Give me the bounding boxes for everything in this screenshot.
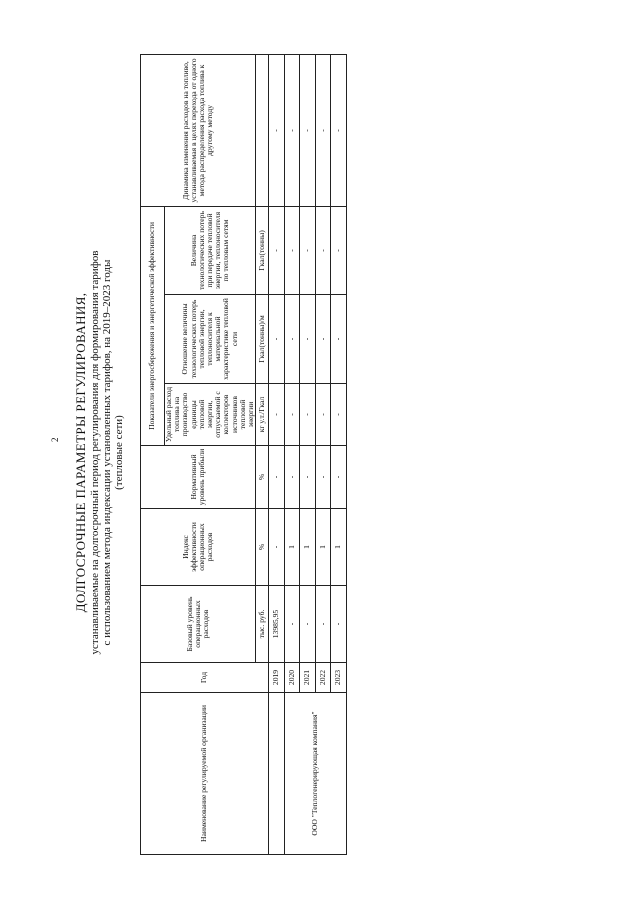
cell-loss-ratio: - (331, 295, 347, 384)
table-row (269, 54, 285, 854)
org-cell-empty (269, 693, 285, 855)
table-row (284, 54, 300, 854)
cell-fuel-dynamics: - (269, 54, 285, 206)
cell-profit-level: - (284, 446, 300, 509)
cell-loss-ratio: - (315, 295, 331, 384)
organization-name: ООО "Теплогенерирующая компания" (284, 693, 346, 855)
cell-year: 2019 (269, 663, 285, 693)
cell-profit-level: - (269, 446, 285, 509)
cell-base-cost: - (331, 586, 347, 663)
cell-fuel-rate: - (315, 384, 331, 446)
cell-year: 2022 (315, 663, 331, 693)
unit-loss-ratio: Гкал(тонны)/м (256, 295, 269, 384)
cell-year: 2023 (331, 663, 347, 693)
cell-efficiency-index: 1 (315, 509, 331, 586)
cell-loss-amount: - (315, 206, 331, 294)
cell-year: 2020 (284, 663, 300, 693)
cell-fuel-dynamics: - (331, 54, 347, 206)
header-fuel-dynamics: Динамика изменения расходов на топливо, устанавливаемая в целях перехода от одного метода распределения расхода топлива к другому методу (141, 54, 256, 206)
cell-loss-ratio: - (300, 295, 316, 384)
cell-loss-ratio: - (284, 295, 300, 384)
cell-fuel-rate: - (300, 384, 316, 446)
parameters-table (140, 54, 347, 855)
cell-loss-amount: - (284, 206, 300, 294)
unit-fuel-rate: кг у.т./Гкал (256, 384, 269, 446)
header-loss-ratio: Отношение величины технологических потерь тепловой энергии, теплоносителя к материальной характеристике тепловой сети (165, 295, 256, 384)
header-efficiency-index: Индекс эффективности операционных расходов (141, 509, 256, 586)
header-loss-amount: Величина технологических потерь при передаче тепловой энергии, теплоносителя по тепловым сетям (165, 206, 256, 294)
header-org: Наименование регулируемой организации (141, 693, 269, 855)
header-base-cost: Базовый уровень операционных расходов (141, 586, 256, 663)
cell-fuel-dynamics: - (300, 54, 316, 206)
document-subtitle-line-2: с использованием метода индексации установленных тарифов, на 2019–2023 годы (100, 259, 113, 646)
unit-loss-amount: Гкал(тонны) (256, 206, 269, 294)
unit-fuel-dynamics-empty (256, 54, 269, 206)
cell-loss-amount: - (300, 206, 316, 294)
header-profit-level: Нормативный уровень прибыли (141, 446, 256, 509)
unit-efficiency-index: % (256, 509, 269, 586)
cell-efficiency-index: 1 (284, 509, 300, 586)
document-subtitle-line-1: устанавливаемые на долгосрочный период регулирования для формирования тарифов (88, 250, 101, 655)
cell-fuel-dynamics: - (284, 54, 300, 206)
header-row-top (141, 54, 165, 854)
cell-fuel-rate: - (331, 384, 347, 446)
page-number: 2 (50, 437, 60, 442)
cell-base-cost: - (284, 586, 300, 663)
header-energy-group: Показатели энергосбережения и энергетической эффективности (141, 206, 165, 445)
header-year: Год (141, 663, 269, 693)
cell-fuel-dynamics: - (315, 54, 331, 206)
cell-efficiency-index: - (269, 509, 285, 586)
cell-base-cost: - (315, 586, 331, 663)
document-title: ДОЛГОСРОЧНЫЕ ПАРАМЕТРЫ РЕГУЛИРОВАНИЯ, (73, 292, 88, 613)
cell-efficiency-index: 1 (331, 509, 347, 586)
cell-profit-level: - (315, 446, 331, 509)
cell-profit-level: - (300, 446, 316, 509)
cell-efficiency-index: 1 (300, 509, 316, 586)
header-fuel-rate: Удельный расход топлива на производство единицы тепловой энергии, отпускаемой с коллекторов источников тепловой энергии (165, 384, 256, 446)
cell-base-cost: - (300, 586, 316, 663)
cell-loss-amount: - (331, 206, 347, 294)
cell-fuel-rate: - (269, 384, 285, 446)
cell-loss-amount: - (269, 206, 285, 294)
cell-profit-level: - (331, 446, 347, 509)
cell-fuel-rate: - (284, 384, 300, 446)
cell-year: 2021 (300, 663, 316, 693)
cell-base-cost: 13985,95 (269, 586, 285, 663)
document-subtitle-line-3: (тепловые сети) (113, 415, 126, 490)
cell-loss-ratio: - (269, 295, 285, 384)
unit-base-cost: тыс. руб. (256, 586, 269, 663)
unit-profit-level: % (256, 446, 269, 509)
title-block (74, 0, 125, 905)
